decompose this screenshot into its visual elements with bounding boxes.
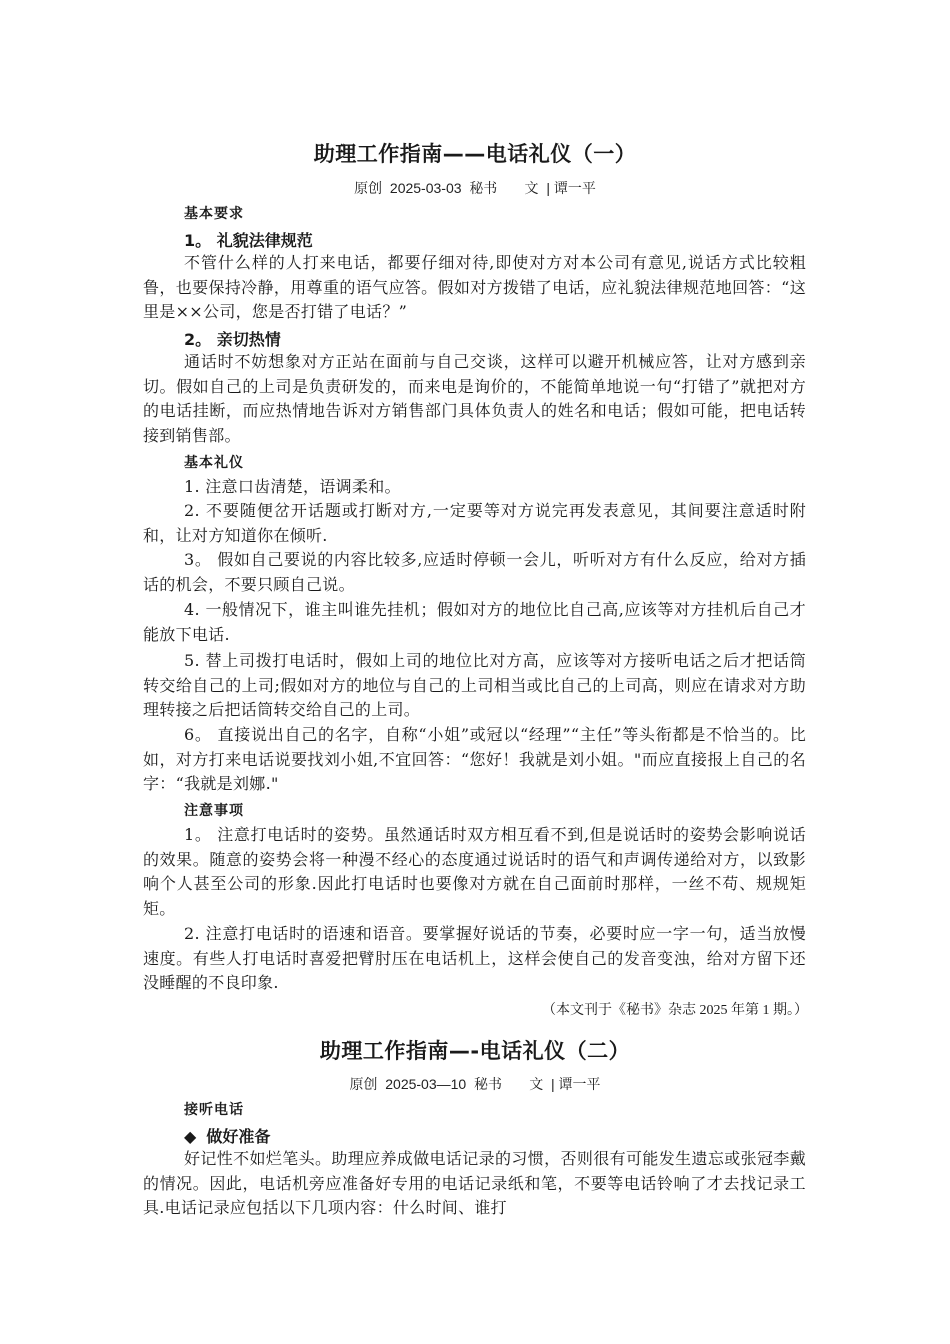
section-basic-etiquette: 基本礼仪 xyxy=(184,455,244,471)
meta-author: | 谭一平 xyxy=(551,1076,601,1092)
section-basic-requirements: 基本要求 xyxy=(184,206,244,222)
meta-label: 原创 xyxy=(354,180,383,196)
diamond-bullet-icon: ◆ xyxy=(184,1127,197,1146)
meta-date: 2025-03-03 xyxy=(389,180,462,196)
meta-author: | 谭一平 xyxy=(546,180,596,196)
etiquette-item-4: 4. 一般情况下，谁主叫谁先挂机；假如对方的地位比自己高,应该等对方挂机后自己才能放下电话. xyxy=(143,600,806,644)
section-precautions: 注意事项 xyxy=(184,803,244,819)
section-answering: 接听电话 xyxy=(184,1102,244,1118)
item-1-paragraph: 不管什么样的人打来电话，都要仔细对待,即使对方对本公司有意见,说话方式比较粗鲁，也要保持冷静，用尊重的语气应答。假如对方拨错了电话，应礼貌法律规范地回答：“这里是××公司，您是否打错了电话？” xyxy=(143,253,806,321)
meta-date: 2025-03—10 xyxy=(385,1076,467,1092)
meta-source[interactable]: 秘书 xyxy=(469,180,498,196)
etiquette-item-5: 5. 替上司拨打电话时，假如上司的地位比对方高，应该等对方接听电话之后才把话筒转交给自己的上司;假如对方的地位与自己的上司相当或比自己的上司高，则应在请求对方助理转接之后把话筒转交给自己的上司。 xyxy=(143,651,806,719)
meta-role: 文 xyxy=(529,1076,544,1092)
article-1-title: 助理工作指南——电话礼仪（一） xyxy=(313,142,637,166)
etiquette-item-2: 2. 不要随便岔开话题或打断对方,一定要等对方说完再发表意见，其间要注意适时附和，让对方知道你在倾听. xyxy=(143,501,806,545)
prepare-paragraph: 好记性不如烂笔头。助理应养成做电话记录的习惯，否则很有可能发生遗忘或张冠李戴的情况。因此，电话机旁应准备好专用的电话记录纸和笔，不要等电话铃响了才去找记录工具.电话记录应包括以下几项内容：什么时间、谁打 xyxy=(143,1149,806,1217)
source-note: （本文刊于《秘书》杂志 2025 年第 1 期。） xyxy=(542,1003,808,1018)
meta-label: 原创 xyxy=(349,1076,378,1092)
etiquette-item-3: 3。 假如自己要说的内容比较多,应适时停顿一会儿，听听对方有什么反应，给对方插话的机会，不要只顾自己说。 xyxy=(143,550,806,594)
article-2-title: 助理工作指南—-电话礼仪（二） xyxy=(319,1039,631,1063)
prepare-heading-label: 做好准备 xyxy=(206,1127,271,1146)
item-2-heading: 2。 亲切热情 xyxy=(184,330,281,349)
article-2-meta xyxy=(0,1074,950,1094)
item-1-heading: 1。 礼貌法律规范 xyxy=(184,231,313,250)
meta-role: 文 xyxy=(524,180,539,196)
meta-source[interactable]: 秘书 xyxy=(473,1076,502,1092)
prepare-heading xyxy=(184,1124,270,1147)
article-1-meta xyxy=(0,178,950,198)
precaution-item-2: 2. 注意打电话时的语速和语音。要掌握好说话的节奏，必要时应一字一句，适当放慢速度。有些人打电话时喜爱把臂肘压在电话机上，这样会使自己的发音变浊，给对方留下还没睡醒的不良印象. xyxy=(143,924,806,992)
precaution-item-1: 1。 注意打电话时的姿势。虽然通话时双方相互看不到,但是说话时的姿势会影响说话的效果。随意的姿势会将一种漫不经心的态度通过说话时的语气和声调传递给对方，以致影响个人甚至公司的形象.因此打电话时也要像对方就在自己面前时那样，一丝不苟、规规矩矩。 xyxy=(143,825,806,918)
etiquette-item-6: 6。 直接说出自己的名字，自称“小姐”或冠以“经理”“主任”等头衔都是不恰当的。比如，对方打来电话说要找刘小姐,不宜回答：“您好！我就是刘小姐。"而应直接报上自己的名字：“我就是刘娜." xyxy=(143,725,806,793)
etiquette-item-1: 1. 注意口齿清楚，语调柔和。 xyxy=(184,477,401,496)
item-2-paragraph: 通话时不妨想象对方正站在面前与自己交谈，这样可以避开机械应答，让对方感到亲切。假如自己的上司是负责研发的，而来电是询价的，不能简单地说一句“打错了”就把对方的电话挂断，而应热情地告诉对方销售部门具体负责人的姓名和电话；假如可能，把电话转接到销售部。 xyxy=(143,352,806,445)
